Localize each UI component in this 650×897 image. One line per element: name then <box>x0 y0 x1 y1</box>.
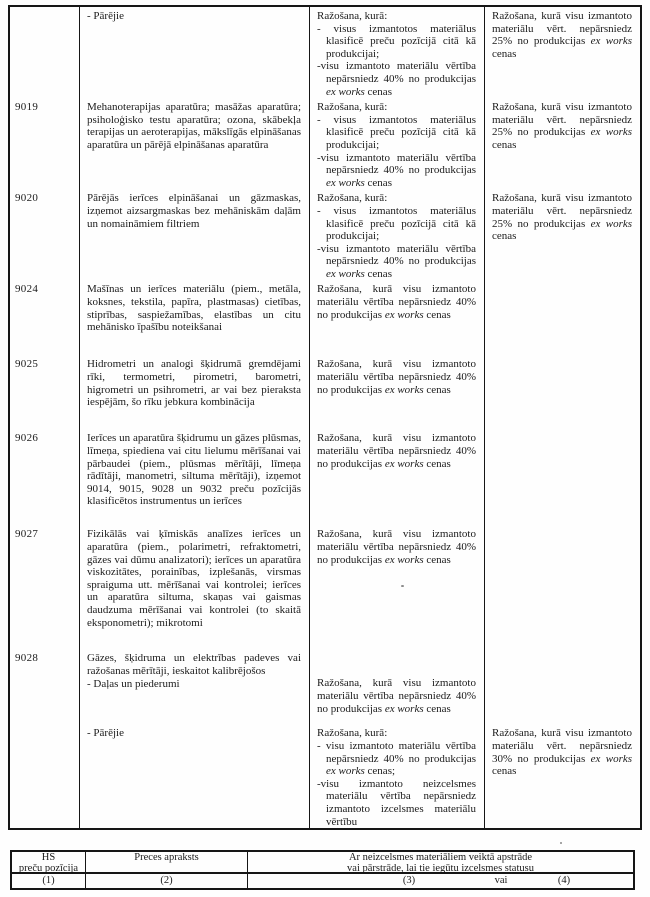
processing-rule-cell <box>309 649 484 724</box>
rule-item: -visu izmantoto materiālu vērtība nepārsniedz 40% no produkcijas ex works cenas <box>317 60 476 98</box>
rule-intro: Ražošana, kurā: <box>317 727 388 740</box>
alternative-rule-cell <box>484 7 640 98</box>
product-description-cell <box>79 724 309 828</box>
column-number-3-4-cell <box>247 874 633 888</box>
column-number-3: (3) <box>402 875 416 886</box>
rule-text: Ražošana, kurā visu izmantoto materiālu vērt. nepārsniedz 25% no produkcijas ex works cenas <box>492 192 633 243</box>
hs-code-cell: 9028 <box>15 652 39 665</box>
hs-code-cell: 9027 <box>15 528 39 541</box>
table-row-9028-other <box>10 724 640 828</box>
rule-text: Ražošana, kurā visu izmantoto materiālu vērtība nepārsniedz 40% no produkcijas ex works cenas <box>317 358 476 396</box>
hs-code-cell: 9026 <box>15 432 39 445</box>
column-number-1-cell: (1) <box>42 875 55 886</box>
scan-speckle <box>560 842 562 844</box>
table-row-9027 <box>10 525 640 649</box>
processing-rule-cell <box>309 525 484 649</box>
description-subitem: - Daļas un piederumi <box>87 677 180 690</box>
origin-rules-table <box>8 5 642 830</box>
hs-code-cell: 9025 <box>15 358 39 371</box>
scan-speckle <box>401 585 404 587</box>
rule-text: Ražošana, kurā visu izmantoto materiālu vērt. nepārsniedz 30% no produkcijas ex works cenas <box>492 727 633 778</box>
product-description-cell <box>79 7 309 98</box>
table-row-9025 <box>10 355 640 429</box>
hs-header-cell <box>12 852 85 874</box>
processing-header-line1: Ar neizcelsmes materiāliem veiktā apstrāde <box>348 852 533 863</box>
table-row-9024 <box>10 280 640 355</box>
column-number-2-cell: (2) <box>85 874 247 888</box>
product-description-cell <box>79 525 309 649</box>
product-description-cell <box>79 429 309 525</box>
processing-rule-cell <box>309 724 484 828</box>
product-description-cell <box>79 189 309 280</box>
description-subitem: - Pārējie <box>87 727 124 740</box>
alternative-rule-cell <box>484 280 640 355</box>
hs-code-cell <box>10 724 79 828</box>
rule-item: - visus izmantotos materiālus klasificē preču pozīcijā citā kā produkcijai; <box>317 113 476 151</box>
alternative-rule-cell <box>484 649 640 724</box>
hs-header-line2: preču pozīcija <box>18 862 79 874</box>
hs-header-line1: HS <box>41 852 56 863</box>
table-row-9028-parts <box>10 649 640 724</box>
processing-rule-cell <box>309 280 484 355</box>
description-text: Ierīces un aparatūra šķidrumu un gāzes plūsmas, līmeņa, spiediena vai citu lielumu mērīšanai vai pārbaudei (piem., plūsmas mērītāji, līmeņa rādītāji, manometri, siltuma mērītāji), izņemot 9014, 9015, 9028 un 9032 preču pozīcijās klasificētos instrumentus un ierīces <box>87 432 301 508</box>
table-row-9026 <box>10 429 640 525</box>
column-number-4: (4) <box>557 875 571 886</box>
rule-item: - visu izmantoto materiālu vērtība nepārsniedz 40% no produkcijas ex works cenas; <box>317 740 476 778</box>
rule-text: Ražošana, kurā visu izmantoto materiālu vērt. nepārsniedz 25% no produkcijas ex works cenas <box>492 10 633 60</box>
alternative-rule-cell <box>484 189 640 280</box>
product-description-cell <box>79 649 309 724</box>
processing-header-cell <box>247 852 633 874</box>
rule-intro: Ražošana, kurā: <box>317 101 388 114</box>
table-row-pareijie-top <box>10 7 640 98</box>
product-description-cell <box>79 98 309 189</box>
rule-item: -visu izmantoto materiālu vērtība nepārsniedz 40% no produkcijas ex works cenas <box>317 242 476 280</box>
product-description-cell <box>79 280 309 355</box>
description-text: - Pārējie <box>87 10 124 22</box>
rule-text: Ražošana, kurā visu izmantoto materiālu vērtība nepārsniedz 40% no produkcijas ex works cenas <box>317 528 476 566</box>
hs-code-cell: 9020 <box>15 192 39 205</box>
alternative-rule-cell <box>484 429 640 525</box>
description-text: Fizikālās vai ķīmiskās analīzes ierīces un aparatūra (piem., polarimetri, refraktometri, gāzes vai dūmu analizatori); ierīces un aparatūra viskozitātes, porainības, izplešanās, virsmas spraiguma utt. mērīšanai vai kontrolei; ierīces un aparatūra siltuma, skaņas vai gaismas daudzuma mērīšanai vai kontrolei (to skaitā eksponometri); mikrotomi <box>87 528 301 629</box>
alternative-rule-cell <box>484 355 640 429</box>
description-text: Gāzes, šķidruma un elektrības padeves vai ražošanas mērītāji, ieskaitot kalibrējošos <box>87 652 301 678</box>
description-header-text: Preces apraksts <box>134 852 199 863</box>
column-header-table <box>10 850 635 890</box>
rule-item: - visus izmantotos materiālus klasificē preču pozīcijā citā kā produkcijai; <box>317 204 476 243</box>
or-label: vai <box>494 875 508 886</box>
processing-rule-cell <box>309 98 484 189</box>
rule-item: -visu izmantoto materiālu vērtība nepārsniedz 40% no produkcijas ex works cenas <box>317 151 476 189</box>
rule-intro: Ražošana, kurā: <box>317 10 388 22</box>
processing-rule-cell <box>309 7 484 98</box>
rule-text: Ražošana, kurā visu izmantoto materiālu vērtība nepārsniedz 40% no produkcijas ex works cenas <box>317 677 476 715</box>
description-text: Mašīnas un ierīces materiālu (piem., metāla, koksnes, tekstila, papīra, plastmasas) cietības, stiprības, saspiežamības, elastības un citu mehānisko īpašību noteikšanai <box>87 283 301 334</box>
description-text: Hidrometri un analogi šķidrumā gremdējami rīki, termometri, pirometri, barometri, higrometri un psihrometri, ar vai bez pieraksta iespējām, šo rīku jebkura kombinācija <box>87 358 301 409</box>
processing-rule-cell <box>309 355 484 429</box>
rule-item: -visu izmantoto neizcelsmes materiālu vērtība nepārsniedz izmantoto izcelsmes materiālu vērtību <box>317 777 476 828</box>
alternative-rule-cell <box>484 724 640 828</box>
rule-intro: Ražošana, kurā: <box>317 192 388 205</box>
processing-header-line2: vai pārstrāde, lai tie iegūtu izcelsmes statusu <box>347 862 534 874</box>
alternative-rule-cell <box>484 525 640 649</box>
rule-text: Ražošana, kurā visu izmantoto materiālu vērtība nepārsniedz 40% no produkcijas ex works cenas <box>317 283 476 321</box>
description-text: Pārējās ierīces elpināšanai un gāzmaskas, izņemot aizsargmaskas bez mehāniskām daļām un nomaināmiem filtriem <box>87 192 301 230</box>
table-row-9019 <box>10 98 640 189</box>
description-header-cell <box>85 852 247 874</box>
rule-text: Ražošana, kurā visu izmantoto materiālu vērtība nepārsniedz 40% no produkcijas ex works cenas <box>317 432 476 470</box>
processing-rule-cell <box>309 189 484 280</box>
hs-code-cell: 9024 <box>15 283 39 296</box>
product-description-cell <box>79 355 309 429</box>
table-row-9020 <box>10 189 640 280</box>
hs-code-cell <box>10 7 79 98</box>
processing-rule-cell <box>309 429 484 525</box>
rule-item: - visus izmantotos materiālus klasificē preču pozīcijā citā kā produkcijai; <box>317 22 476 60</box>
description-text: Mehanoterapijas aparatūra; masāžas aparatūra; psiholoģisko testu aparatūra; ozona, skābekļa terapijas un aeroterapijas, mākslīgās elpināšanas aparatūra un pārējā elpināšanas aparatūra <box>87 101 301 151</box>
hs-code-cell: 9019 <box>15 101 39 114</box>
alternative-rule-cell <box>484 98 640 189</box>
rule-text: Ražošana, kurā visu izmantoto materiālu vērt. nepārsniedz 25% no produkcijas ex works cenas <box>492 101 633 151</box>
